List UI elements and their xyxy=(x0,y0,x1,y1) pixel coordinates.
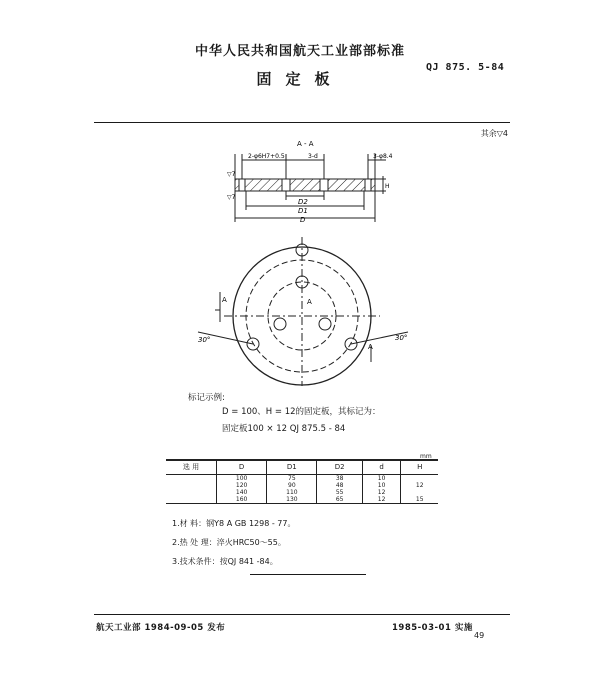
cell-small-d: 10 xyxy=(362,482,401,489)
center-mark-a: A xyxy=(307,298,312,306)
plan-view xyxy=(198,237,408,386)
screw-hole-right xyxy=(320,179,328,191)
cell-h xyxy=(401,475,438,483)
marking-line-1: D = 100、H = 12的固定板，其标记为： xyxy=(222,407,381,417)
dim-d: D xyxy=(300,216,306,224)
cell-d: 160 xyxy=(217,496,267,504)
dimension-table xyxy=(166,459,438,504)
footer-rule xyxy=(94,614,510,615)
page-number: 49 xyxy=(474,631,485,640)
section-view xyxy=(235,154,386,222)
angle-right: 30° xyxy=(395,334,408,342)
header-rule xyxy=(94,122,510,123)
fixing-plate-drawing xyxy=(190,132,430,386)
header-d1: D1 xyxy=(267,460,317,475)
header-selection: 选 用 xyxy=(166,460,217,475)
section-body xyxy=(235,179,375,191)
cell-d2: 48 xyxy=(317,482,362,489)
plan-label-a: A xyxy=(368,343,373,351)
cell-small-d: 12 xyxy=(362,489,401,496)
marking-example: 固定板100 × 12 QJ 875.5 - 84 xyxy=(222,424,346,434)
cell-h: 12 xyxy=(401,482,438,489)
section-mark-a: A xyxy=(222,296,227,304)
table-row xyxy=(166,475,438,483)
cell-d: 100 xyxy=(217,475,267,483)
screw-hole-lower-left xyxy=(274,318,286,330)
outer-circle xyxy=(233,247,371,385)
table-header-row xyxy=(166,460,438,475)
cell-h: 15 xyxy=(401,496,438,504)
dim-h: H xyxy=(385,183,390,190)
header-d2: D2 xyxy=(317,460,362,475)
cell-d2: 55 xyxy=(317,489,362,496)
issue-info: 航天工业部 1984-09-05 发布 xyxy=(96,623,226,633)
dim-screw-hole: 3-d xyxy=(308,153,318,160)
cell-small-d: 12 xyxy=(362,496,401,504)
notes-rule xyxy=(250,574,366,575)
pin-hole-left xyxy=(239,179,245,191)
header-small-d: d xyxy=(362,460,401,475)
dim-d1: D1 xyxy=(298,207,308,215)
document-title: 固定板 xyxy=(256,70,344,88)
cell-small-d: 10 xyxy=(362,475,401,483)
header-d: D xyxy=(217,460,267,475)
note-material: 1.材 料：钢Y8 A GB 1298 - 77。 xyxy=(172,519,296,528)
dim-through-hole: 3-φ8.4 xyxy=(373,153,393,160)
cell-d2: 38 xyxy=(317,475,362,483)
table-row xyxy=(166,496,438,504)
table-unit: mm xyxy=(420,453,432,460)
screw-hole-left xyxy=(282,179,290,191)
screw-hole-lower-right xyxy=(319,318,331,330)
cell-d1: 130 xyxy=(267,496,317,504)
cell-d2: 65 xyxy=(317,496,362,504)
standard-code: QJ 875. 5-84 xyxy=(426,62,505,73)
marking-heading: 标记示例: xyxy=(188,393,225,403)
roughness-bottom: ▽7 xyxy=(227,194,236,201)
cell-d1: 110 xyxy=(267,489,317,496)
note-heat-treatment: 2.热 处 理：淬火HRC50～55。 xyxy=(172,538,286,547)
cell-d: 120 xyxy=(217,482,267,489)
table-row xyxy=(166,482,438,489)
roughness-top: ▽7 xyxy=(227,171,236,178)
surface-roughness-note: 其余▽4 xyxy=(480,129,508,138)
cell-d1: 90 xyxy=(267,482,317,489)
org-title: 中华人民共和国航天工业部部标准 xyxy=(194,44,405,59)
header-h: H xyxy=(401,460,438,475)
pin-hole-right xyxy=(365,179,371,191)
table-row xyxy=(166,489,438,496)
cell-d: 140 xyxy=(217,489,267,496)
cell-h xyxy=(401,489,438,496)
dim-pin-hole: 2-φ6H7+0.5 xyxy=(248,153,285,160)
section-label: A - A xyxy=(297,140,314,148)
effective-info: 1985-03-01 实施 xyxy=(392,623,473,633)
angle-left: 30° xyxy=(198,336,211,344)
cell-d1: 75 xyxy=(267,475,317,483)
dim-d2: D2 xyxy=(298,198,308,206)
note-technical-conditions: 3.技术条件：按QJ 841 -84。 xyxy=(172,557,278,566)
